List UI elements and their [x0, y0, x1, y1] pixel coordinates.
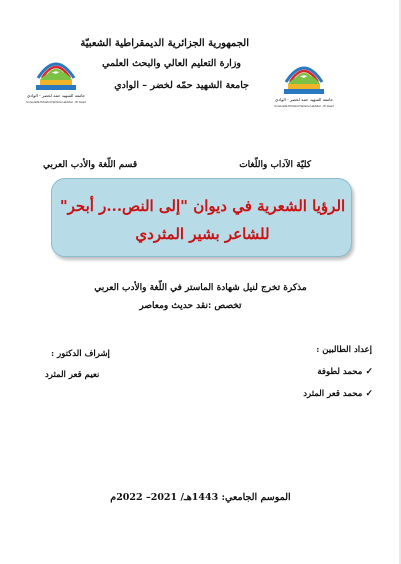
thesis-title-line-1: الرؤيا الشعرية في ديوان "إلى النص...ر أبحر": [59, 197, 346, 215]
student-name-2-text: محمد قعر المثرد: [303, 389, 363, 399]
checkmark-icon: ✓: [362, 389, 373, 399]
department-name: قسم اللّغة والأدب العربي: [43, 160, 138, 170]
logo-caption-latin-left: Université Echahid Hamma Lakhdar - El Oued: [26, 101, 86, 104]
supervisor-name: نعيم قعر المثرد: [45, 370, 100, 380]
republic-line: الجمهورية الجزائرية الديمقراطية الشعبيّة: [80, 38, 249, 49]
ministry-line: وزارة التعليم العالي والبحث العلمي: [102, 58, 241, 69]
supervisor-label: إشراف الدكتور :: [51, 349, 110, 359]
university-line: جامعة الشهيد حمّه لخضر – الوادي: [114, 80, 249, 91]
university-logo-left-icon: [26, 44, 86, 106]
students-label: إعداد الطالبين :: [316, 345, 372, 355]
memo-description: مذكرة تخرج لنيل شهادة الماستر في اللّغة والأدب العربي: [94, 283, 307, 293]
academic-year: الموسم الجامعي: 1443هـ/ 2021– 2022م: [110, 492, 291, 503]
student-name-2: [303, 389, 373, 399]
thesis-title-line-2: للشاعر بشير المثردي: [135, 225, 270, 243]
memo-specialty: تخصص :نقد حديث ومعاصر: [139, 301, 242, 311]
logo-caption-right: جامعة الشهيد حمة لخضر - الوادي: [274, 97, 334, 102]
university-logo-right-icon: [274, 48, 334, 110]
logo-caption-latin-right: Université Echahid Hamma Lakhdar - El Oued: [274, 105, 334, 108]
checkmark-icon: ✓: [362, 367, 373, 377]
college-name: كليّة الآداب واللّغات: [239, 160, 311, 170]
student-name-1: [317, 367, 373, 377]
thesis-title-box: [51, 178, 352, 257]
student-name-1-text: محمد لطوفة: [317, 367, 363, 377]
logo-caption-left: جامعة الشهيد حمة لخضر - الوادي: [26, 93, 86, 98]
